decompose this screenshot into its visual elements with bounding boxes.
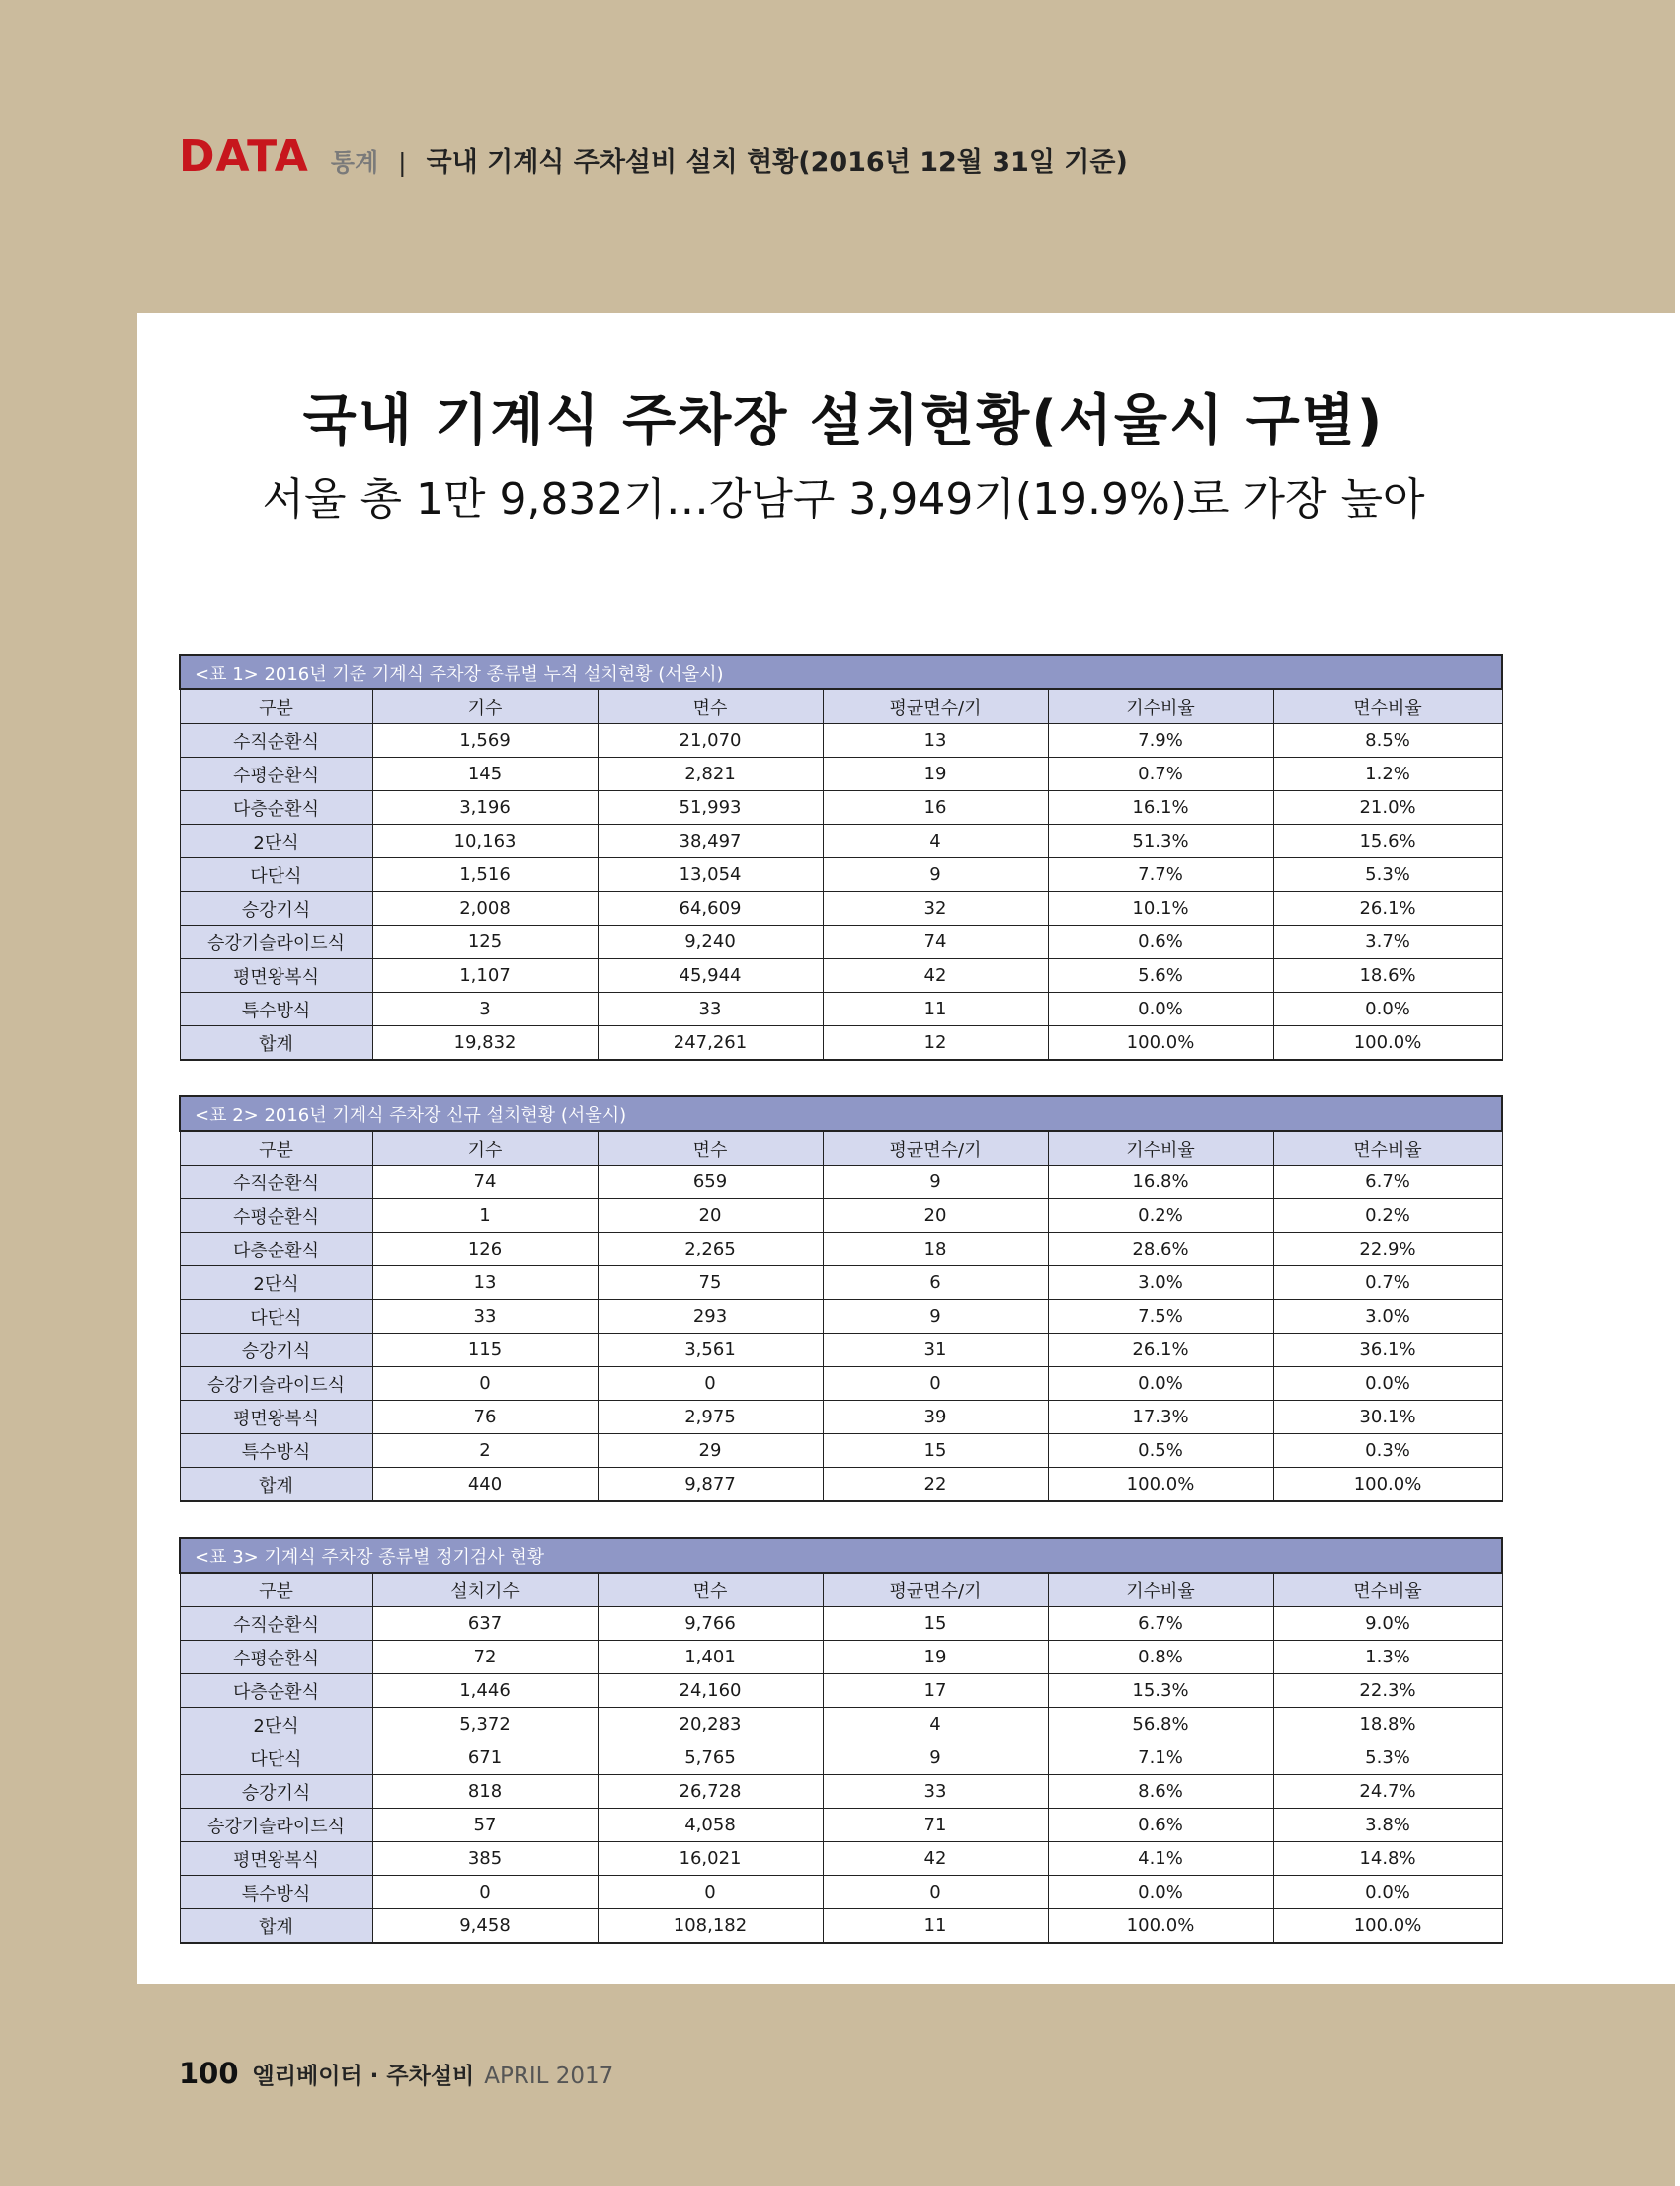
table-cell: 0.6% (1048, 926, 1273, 959)
table-cell: 26.1% (1273, 892, 1502, 926)
table-cell: 3,196 (372, 791, 598, 825)
table-cell: 0 (823, 1876, 1048, 1909)
column-header: 평균면수/기 (823, 1131, 1048, 1166)
table-cell: 0.2% (1048, 1199, 1273, 1233)
row-label: 수직순환식 (180, 1166, 372, 1199)
column-header: 구분 (180, 689, 372, 724)
table-cell: 1,401 (598, 1641, 823, 1674)
table-cell: 38,497 (598, 825, 823, 858)
table-row (180, 1266, 1502, 1300)
table-cell: 15 (823, 1434, 1048, 1468)
column-header: 구분 (180, 1573, 372, 1607)
row-label: 다층순환식 (180, 791, 372, 825)
table-row (180, 1166, 1502, 1199)
table-cell: 7.7% (1048, 858, 1273, 892)
table-cell: 16,021 (598, 1842, 823, 1876)
table-cell: 26,728 (598, 1775, 823, 1809)
table-row (180, 1367, 1502, 1401)
table-cell: 9.0% (1273, 1607, 1502, 1641)
content-panel (137, 313, 1680, 1984)
column-header: 기수비율 (1048, 1573, 1273, 1607)
table-row (180, 1233, 1502, 1266)
table-cell: 8.5% (1273, 724, 1502, 758)
table-row (180, 825, 1502, 858)
row-label: 다층순환식 (180, 1233, 372, 1266)
row-label: 수평순환식 (180, 1199, 372, 1233)
table-cell: 0 (598, 1876, 823, 1909)
table-cell: 0.3% (1273, 1434, 1502, 1468)
table-cell: 9 (823, 1166, 1048, 1199)
header-separator: | (398, 148, 407, 177)
table-cell: 9 (823, 858, 1048, 892)
table-cell: 21,070 (598, 724, 823, 758)
table-2 (179, 1095, 1503, 1502)
row-label: 승강기식 (180, 1775, 372, 1809)
column-header: 면수 (598, 1573, 823, 1607)
table-cell: 42 (823, 1842, 1048, 1876)
row-label: 특수방식 (180, 993, 372, 1026)
table-cell: 3.7% (1273, 926, 1502, 959)
table-cell: 29 (598, 1434, 823, 1468)
table-cell: 45,944 (598, 959, 823, 993)
row-label: 다단식 (180, 1300, 372, 1334)
table-cell: 17.3% (1048, 1401, 1273, 1434)
table-cell: 6.7% (1273, 1166, 1502, 1199)
table-cell: 11 (823, 1909, 1048, 1944)
table-row (180, 1300, 1502, 1334)
table-cell: 75 (598, 1266, 823, 1300)
row-label: 승강기식 (180, 1334, 372, 1367)
table-row (180, 791, 1502, 825)
table-cell: 100.0% (1048, 1909, 1273, 1944)
table-cell: 16.8% (1048, 1166, 1273, 1199)
table-header-row (180, 689, 1502, 724)
table-cell: 15.3% (1048, 1674, 1273, 1708)
table-cell: 71 (823, 1809, 1048, 1842)
table-caption-row (180, 1538, 1502, 1573)
table-row (180, 1741, 1502, 1775)
table-cell: 9,766 (598, 1607, 823, 1641)
table-row (180, 724, 1502, 758)
table-cell: 30.1% (1273, 1401, 1502, 1434)
column-header: 면수비율 (1273, 1131, 1502, 1166)
table-cell: 100.0% (1048, 1026, 1273, 1061)
table-cell: 13,054 (598, 858, 823, 892)
article-subtitle: 서울 총 1만 9,832기…강남구 3,949기(19.9%)로 가장 높아 (262, 474, 1425, 525)
row-label: 평면왕복식 (180, 959, 372, 993)
row-label: 평면왕복식 (180, 1842, 372, 1876)
table-cell: 21.0% (1273, 791, 1502, 825)
row-label: 합계 (180, 1468, 372, 1502)
table-cell: 20 (823, 1199, 1048, 1233)
table-cell: 115 (372, 1334, 598, 1367)
table-cell: 1.3% (1273, 1641, 1502, 1674)
table-cell: 0.7% (1273, 1266, 1502, 1300)
table-header-row (180, 1573, 1502, 1607)
row-label: 승강기슬라이드식 (180, 926, 372, 959)
table-cell: 56.8% (1048, 1708, 1273, 1741)
table-cell: 100.0% (1273, 1026, 1502, 1061)
table-cell: 6 (823, 1266, 1048, 1300)
table-cell: 1,569 (372, 724, 598, 758)
table-cell: 11 (823, 993, 1048, 1026)
column-header: 기수비율 (1048, 689, 1273, 724)
table-cell: 19 (823, 1641, 1048, 1674)
table-row (180, 1876, 1502, 1909)
table-cell: 0.0% (1273, 1367, 1502, 1401)
table-cell: 1.2% (1273, 758, 1502, 791)
table-cell: 108,182 (598, 1909, 823, 1944)
table-cell: 0.0% (1048, 1876, 1273, 1909)
magazine-name: 엘리베이터 · 주차설비 (252, 2064, 475, 2089)
table-row (180, 959, 1502, 993)
table-cell: 0.7% (1048, 758, 1273, 791)
table-row (180, 993, 1502, 1026)
table-cell: 3 (372, 993, 598, 1026)
table-cell: 15.6% (1273, 825, 1502, 858)
table-cell: 100.0% (1048, 1468, 1273, 1502)
column-header: 평균면수/기 (823, 1573, 1048, 1607)
table-cell: 7.9% (1048, 724, 1273, 758)
table-cell: 2 (372, 1434, 598, 1468)
row-label: 2단식 (180, 1266, 372, 1300)
table-cell: 51,993 (598, 791, 823, 825)
table-cell: 9,458 (372, 1909, 598, 1944)
table-cell: 4 (823, 1708, 1048, 1741)
row-label: 수평순환식 (180, 758, 372, 791)
table-row (180, 1607, 1502, 1641)
table-cell: 7.5% (1048, 1300, 1273, 1334)
table-cell: 1,446 (372, 1674, 598, 1708)
column-header: 면수 (598, 689, 823, 724)
row-label: 다층순환식 (180, 1674, 372, 1708)
table-cell: 9,877 (598, 1468, 823, 1502)
table-row (180, 858, 1502, 892)
table-cell: 36.1% (1273, 1334, 1502, 1367)
table-cell: 57 (372, 1809, 598, 1842)
table-cell: 24.7% (1273, 1775, 1502, 1809)
row-label: 승강기슬라이드식 (180, 1809, 372, 1842)
table-cell: 51.3% (1048, 825, 1273, 858)
column-header: 기수비율 (1048, 1131, 1273, 1166)
table-cell: 1 (372, 1199, 598, 1233)
table-cell: 22.9% (1273, 1233, 1502, 1266)
table-cell: 4.1% (1048, 1842, 1273, 1876)
table-cell: 18 (823, 1233, 1048, 1266)
data-label: DATA (179, 131, 309, 182)
table-cell: 10,163 (372, 825, 598, 858)
table-cell: 5.3% (1273, 1741, 1502, 1775)
table-cell: 32 (823, 892, 1048, 926)
table-caption: <표 2> 2016년 기계식 주차장 신규 설치현황 (서울시) (180, 1096, 1502, 1131)
table-row (180, 1026, 1502, 1061)
table-cell: 126 (372, 1233, 598, 1266)
table-cell: 7.1% (1048, 1741, 1273, 1775)
table-cell: 1,107 (372, 959, 598, 993)
table-cell: 22 (823, 1468, 1048, 1502)
table-cell: 5.3% (1273, 858, 1502, 892)
table-cell: 2,975 (598, 1401, 823, 1434)
table-cell: 13 (372, 1266, 598, 1300)
row-label: 합계 (180, 1026, 372, 1061)
table-cell: 0.2% (1273, 1199, 1502, 1233)
table-1 (179, 654, 1503, 1061)
table-cell: 16 (823, 791, 1048, 825)
table-cell: 0.0% (1048, 1367, 1273, 1401)
table-row (180, 1909, 1502, 1944)
row-label: 다단식 (180, 858, 372, 892)
table-cell: 0.0% (1273, 993, 1502, 1026)
table-cell: 0 (823, 1367, 1048, 1401)
table-row (180, 1775, 1502, 1809)
table-row (180, 892, 1502, 926)
table-cell: 247,261 (598, 1026, 823, 1061)
column-header: 면수비율 (1273, 689, 1502, 724)
row-label: 합계 (180, 1909, 372, 1944)
table-cell: 24,160 (598, 1674, 823, 1708)
row-label: 평면왕복식 (180, 1401, 372, 1434)
table-cell: 2,008 (372, 892, 598, 926)
table-row (180, 758, 1502, 791)
table-row (180, 1434, 1502, 1468)
table-cell: 33 (598, 993, 823, 1026)
table-cell: 3.0% (1273, 1300, 1502, 1334)
table-cell: 385 (372, 1842, 598, 1876)
table-cell: 0 (372, 1367, 598, 1401)
column-header: 기수 (372, 1131, 598, 1166)
column-header: 구분 (180, 1131, 372, 1166)
table-cell: 31 (823, 1334, 1048, 1367)
table-cell: 125 (372, 926, 598, 959)
table-row (180, 1401, 1502, 1434)
table-cell: 12 (823, 1026, 1048, 1061)
table-cell: 28.6% (1048, 1233, 1273, 1266)
row-label: 승강기슬라이드식 (180, 1367, 372, 1401)
table-cell: 26.1% (1048, 1334, 1273, 1367)
table-cell: 0.6% (1048, 1809, 1273, 1842)
table-cell: 39 (823, 1401, 1048, 1434)
table-cell: 818 (372, 1775, 598, 1809)
table-cell: 637 (372, 1607, 598, 1641)
table-caption: <표 3> 기계식 주차장 종류별 정기검사 현황 (180, 1538, 1502, 1573)
table-cell: 33 (823, 1775, 1048, 1809)
table-caption-row (180, 1096, 1502, 1131)
table-cell: 5,765 (598, 1741, 823, 1775)
column-header: 면수비율 (1273, 1573, 1502, 1607)
table-cell: 33 (372, 1300, 598, 1334)
row-label: 2단식 (180, 825, 372, 858)
page-footer (179, 2057, 613, 2090)
table-row (180, 1674, 1502, 1708)
row-label: 승강기식 (180, 892, 372, 926)
column-header: 평균면수/기 (823, 689, 1048, 724)
table-cell: 9 (823, 1741, 1048, 1775)
issue-date: APRIL 2017 (484, 2064, 614, 2089)
table-cell: 9 (823, 1300, 1048, 1334)
table-cell: 5,372 (372, 1708, 598, 1741)
table-cell: 4 (823, 825, 1048, 858)
table-cell: 74 (372, 1166, 598, 1199)
table-cell: 145 (372, 758, 598, 791)
table-cell: 18.8% (1273, 1708, 1502, 1741)
table-cell: 17 (823, 1674, 1048, 1708)
table-row (180, 1708, 1502, 1741)
table-cell: 2,265 (598, 1233, 823, 1266)
section-label: 통계 (330, 148, 379, 177)
table-row (180, 1199, 1502, 1233)
table-cell: 20 (598, 1199, 823, 1233)
running-header (179, 131, 1128, 182)
table-row (180, 1334, 1502, 1367)
table-row (180, 926, 1502, 959)
row-label: 수직순환식 (180, 724, 372, 758)
table-cell: 0.5% (1048, 1434, 1273, 1468)
table-cell: 5.6% (1048, 959, 1273, 993)
table-cell: 10.1% (1048, 892, 1273, 926)
table-cell: 0.0% (1048, 993, 1273, 1026)
table-cell: 659 (598, 1166, 823, 1199)
row-label: 특수방식 (180, 1434, 372, 1468)
table-cell: 0.0% (1273, 1876, 1502, 1909)
table-cell: 8.6% (1048, 1775, 1273, 1809)
table-row (180, 1641, 1502, 1674)
column-header: 설치기수 (372, 1573, 598, 1607)
table-row (180, 1809, 1502, 1842)
table-cell: 19 (823, 758, 1048, 791)
table-cell: 16.1% (1048, 791, 1273, 825)
table-cell: 2,821 (598, 758, 823, 791)
table-cell: 100.0% (1273, 1468, 1502, 1502)
table-cell: 1,516 (372, 858, 598, 892)
table-cell: 74 (823, 926, 1048, 959)
column-header: 기수 (372, 689, 598, 724)
table-cell: 0.8% (1048, 1641, 1273, 1674)
table-cell: 3,561 (598, 1334, 823, 1367)
table-caption-row (180, 655, 1502, 689)
table-cell: 14.8% (1273, 1842, 1502, 1876)
table-cell: 42 (823, 959, 1048, 993)
table-cell: 3.0% (1048, 1266, 1273, 1300)
row-label: 특수방식 (180, 1876, 372, 1909)
table-cell: 19,832 (372, 1026, 598, 1061)
table-cell: 4,058 (598, 1809, 823, 1842)
table-cell: 64,609 (598, 892, 823, 926)
table-cell: 100.0% (1273, 1909, 1502, 1944)
table-cell: 22.3% (1273, 1674, 1502, 1708)
table-3 (179, 1537, 1503, 1944)
table-row (180, 1842, 1502, 1876)
column-header: 면수 (598, 1131, 823, 1166)
table-cell: 6.7% (1048, 1607, 1273, 1641)
table-cell: 671 (372, 1741, 598, 1775)
table-cell: 0 (598, 1367, 823, 1401)
article-title: 국내 기계식 주차장 설치현황(서울시 구별) (302, 389, 1385, 453)
table-row (180, 1468, 1502, 1502)
table-cell: 293 (598, 1300, 823, 1334)
row-label: 다단식 (180, 1741, 372, 1775)
table-cell: 18.6% (1273, 959, 1502, 993)
row-label: 2단식 (180, 1708, 372, 1741)
row-label: 수평순환식 (180, 1641, 372, 1674)
row-label: 수직순환식 (180, 1607, 372, 1641)
table-cell: 0 (372, 1876, 598, 1909)
table-caption: <표 1> 2016년 기준 기계식 주차장 종류별 누적 설치현황 (서울시) (180, 655, 1502, 689)
table-cell: 3.8% (1273, 1809, 1502, 1842)
header-title: 국내 기계식 주차설비 설치 현황(2016년 12월 31일 기준) (426, 147, 1128, 178)
table-cell: 13 (823, 724, 1048, 758)
table-header-row (180, 1131, 1502, 1166)
table-cell: 15 (823, 1607, 1048, 1641)
page-number: 100 (179, 2057, 239, 2090)
table-cell: 440 (372, 1468, 598, 1502)
table-cell: 9,240 (598, 926, 823, 959)
table-cell: 20,283 (598, 1708, 823, 1741)
table-cell: 76 (372, 1401, 598, 1434)
table-cell: 72 (372, 1641, 598, 1674)
